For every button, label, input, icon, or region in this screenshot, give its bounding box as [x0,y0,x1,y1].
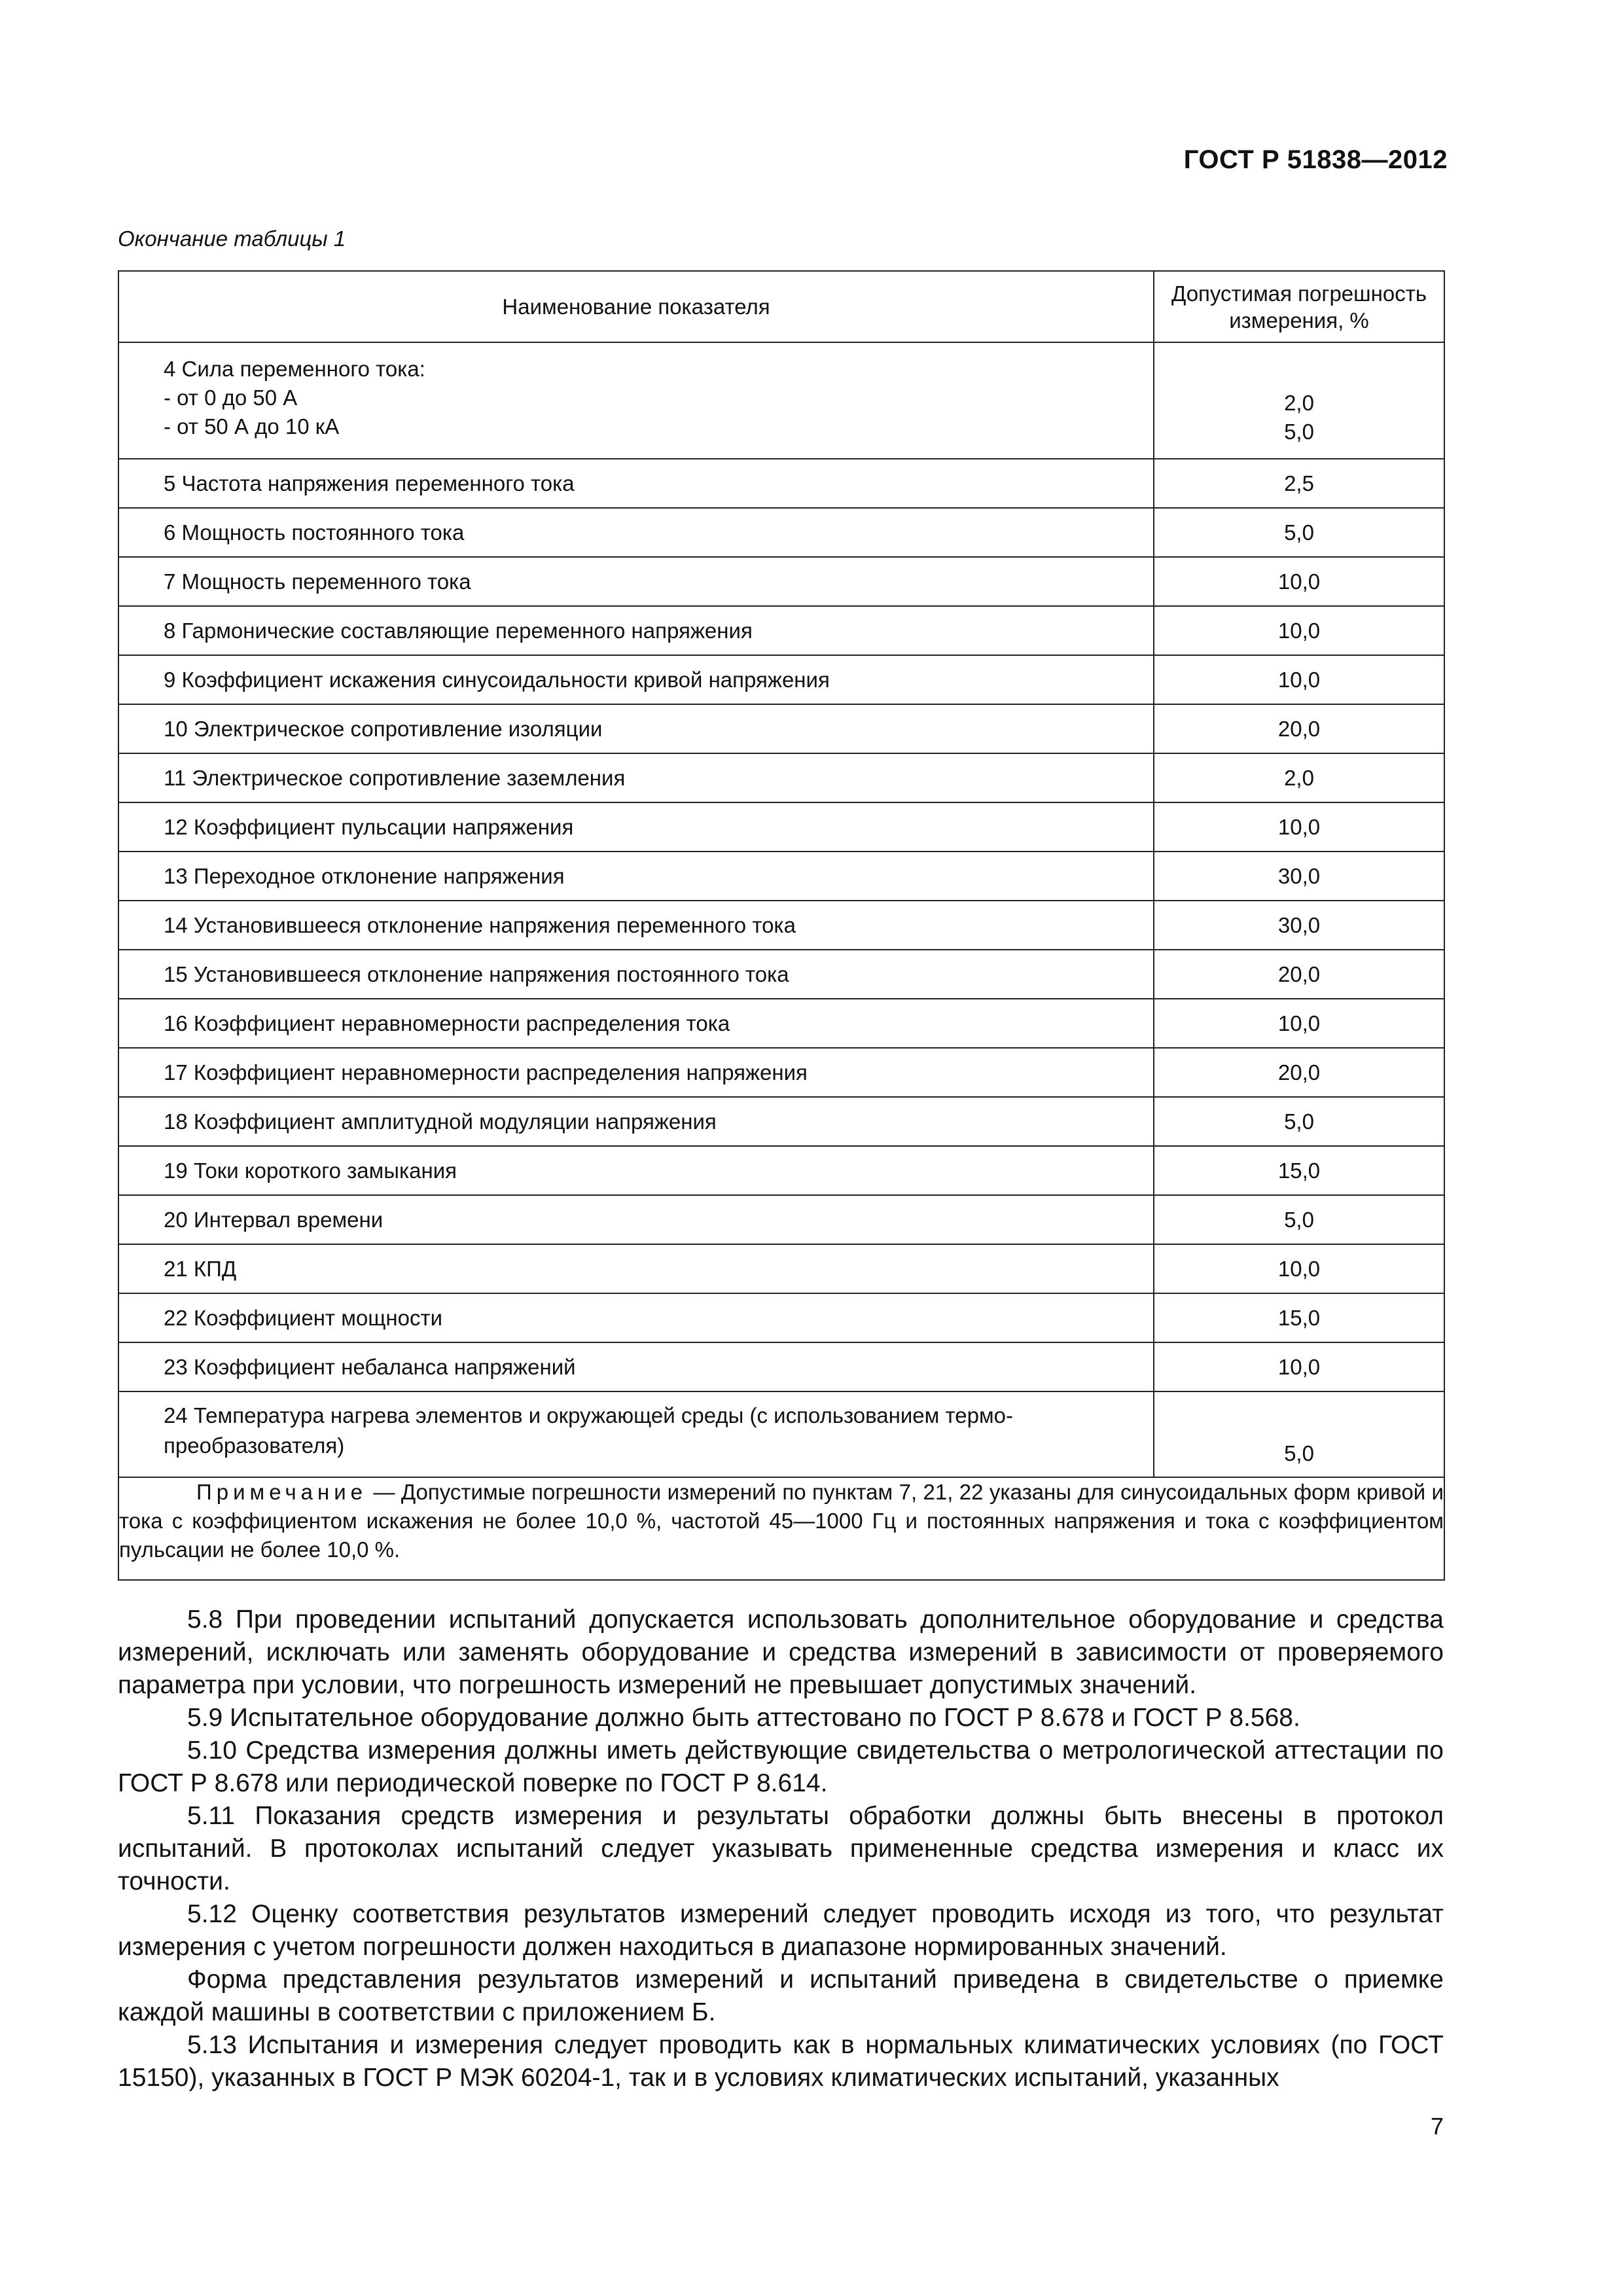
paragraph-5-13: 5.13 Испытания и измерения следует проводить как в нормальных климатических условиях (по ГОСТ 15150), указанных в ГОСТ Р МЭК 60204-1, так и в условиях климатических испытаний, указанных [118,2031,1444,2092]
table-row [118,1048,1444,1097]
paragraph-5-8: 5.8 При проведении испытаний допускается использовать дополнительное оборудование и средства измерений, исключать или заменять оборудование и средства измерений в зависимости от проверяемого параметра при условии, что погрешность измерений не превышает допустимых значений. [118,1605,1444,1699]
row4-name-line1: 4 Сила переменного тока: [164,357,425,381]
paragraph-5-10: 5.10 Средства измерения должны иметь действующие свидетельства о метрологической аттестации по ГОСТ Р 8.678 или периодической поверке по ГОСТ Р 8.614. [118,1736,1444,1797]
indicator-name: 18 Коэффициент амплитудной модуляции напряжения [118,1097,1154,1146]
body-text [118,1604,1444,2094]
table-row [118,459,1444,508]
indicator-name: 20 Интервал времени [118,1195,1154,1244]
accuracy-value: 20,0 [1154,1048,1444,1097]
accuracy-value: 20,0 [1154,704,1444,753]
table-caption: Окончание таблицы 1 [118,226,346,251]
table-row [118,901,1444,950]
accuracy-value: 20,0 [1154,950,1444,999]
indicator-name: 14 Установившееся отклонение напряжения переменного тока [118,901,1154,950]
row4-value-line3: 5,0 [1284,420,1314,444]
accuracy-value: 5,0 [1154,1097,1444,1146]
indicator-name: 9 Коэффициент искажения синусоидальности кривой напряжения [118,655,1154,704]
indicator-name: 5 Частота напряжения переменного тока [118,459,1154,508]
indicator-name: 7 Мощность переменного тока [118,557,1154,606]
indicator-name: 19 Токи короткого замыкания [118,1146,1154,1195]
table-row [118,1391,1444,1477]
table-row [118,1195,1444,1244]
indicator-name: 10 Электрическое сопротивление изоляции [118,704,1154,753]
indicator-name: 6 Мощность постоянного тока [118,508,1154,557]
column-header-name: Наименование показателя [118,271,1154,342]
accuracy-value [1154,342,1444,459]
indicator-name: 17 Коэффициент неравномерности распределения напряжения [118,1048,1154,1097]
table-row [118,802,1444,852]
accuracy-value: 10,0 [1154,999,1444,1048]
indicator-name: 15 Установившееся отклонение напряжения постоянного тока [118,950,1154,999]
indicator-name: 16 Коэффициент неравномерности распределения тока [118,999,1154,1048]
table-row [118,950,1444,999]
paragraph-5-9: 5.9 Испытательное оборудование должно быть аттестовано по ГОСТ Р 8.678 и ГОСТ Р 8.568. [187,1704,1300,1732]
column-header-accuracy-line2: измерения, % [1229,308,1369,332]
table-header-row [118,271,1444,342]
table-row [118,852,1444,901]
accuracy-value: 10,0 [1154,606,1444,655]
indicator-name: 21 КПД [118,1244,1154,1293]
table-note [118,1477,1444,1580]
accuracy-table [118,270,1445,1581]
indicator-name [118,1391,1154,1477]
indicator-name: 12 Коэффициент пульсации напряжения [118,802,1154,852]
indicator-name: 22 Коэффициент мощности [118,1293,1154,1342]
table-row [118,342,1444,459]
table-note-row [118,1477,1444,1580]
column-header-accuracy [1154,271,1444,342]
table-row [118,557,1444,606]
row4-value-line2: 2,0 [1284,391,1314,415]
accuracy-value: 30,0 [1154,852,1444,901]
accuracy-value: 10,0 [1154,655,1444,704]
row4-name-line2: - от 0 до 50 А [164,386,298,410]
column-header-accuracy-line1: Допустимая погрешность [1171,281,1427,306]
table-row [118,1244,1444,1293]
accuracy-value: 10,0 [1154,1342,1444,1391]
paragraph-5-11: 5.11 Показания средств измерения и результаты обработки должны быть внесены в протокол испытаний. В протоколах испытаний следует указывать примененные средства измерения и класс их точности. [118,1802,1444,1895]
accuracy-value: 10,0 [1154,557,1444,606]
accuracy-value: 30,0 [1154,901,1444,950]
indicator-name: 11 Электрическое сопротивление заземления [118,753,1154,802]
accuracy-value: 10,0 [1154,1244,1444,1293]
table-row [118,655,1444,704]
row24-name-line1: 24 Температура нагрева элементов и окружающей среды (с использованием термо- [164,1403,1013,1427]
indicator-name: 23 Коэффициент небаланса напряжений [118,1342,1154,1391]
table-row [118,1146,1444,1195]
paragraph-results-form: Форма представления результатов измерений и испытаний приведена в свидетельстве о приемке каждой машины в соответствии с приложением Б. [118,1965,1444,2026]
note-text: — Допустимые погрешности измерений по пунктам 7, 21, 22 указаны для синусоидальных форм кривой и тока с коэффициентом искажения не более 10,0 %, частотой 45—1000 Гц и постоянных напряжения и тока с коэффициентом пульсации не более 10,0 %. [119,1480,1444,1562]
note-label: Примечание [196,1480,368,1504]
row4-name-line3: - от 50 А до 10 кА [164,414,340,439]
table-row [118,1342,1444,1391]
accuracy-value: 5,0 [1154,1391,1444,1477]
accuracy-value: 10,0 [1154,802,1444,852]
accuracy-value: 15,0 [1154,1146,1444,1195]
table-row [118,606,1444,655]
indicator-name [118,342,1154,459]
document-code: ГОСТ Р 51838—2012 [1183,145,1448,174]
paragraph-5-12: 5.12 Оценку соответствия результатов измерений следует проводить исходя из того, что результат измерения с учетом погрешности должен находиться в диапазоне нормированных значений. [118,1900,1444,1961]
table-row [118,753,1444,802]
page-number: 7 [1430,2113,1444,2140]
accuracy-value: 15,0 [1154,1293,1444,1342]
accuracy-value: 5,0 [1154,1195,1444,1244]
indicator-name: 8 Гармонические составляющие переменного напряжения [118,606,1154,655]
accuracy-value: 5,0 [1154,508,1444,557]
table-row [118,704,1444,753]
table-row [118,508,1444,557]
row24-name-line2: преобразователя) [164,1433,345,1458]
table-row [118,1097,1444,1146]
accuracy-value: 2,5 [1154,459,1444,508]
indicator-name: 13 Переходное отклонение напряжения [118,852,1154,901]
table-row [118,999,1444,1048]
accuracy-value: 2,0 [1154,753,1444,802]
table-row [118,1293,1444,1342]
